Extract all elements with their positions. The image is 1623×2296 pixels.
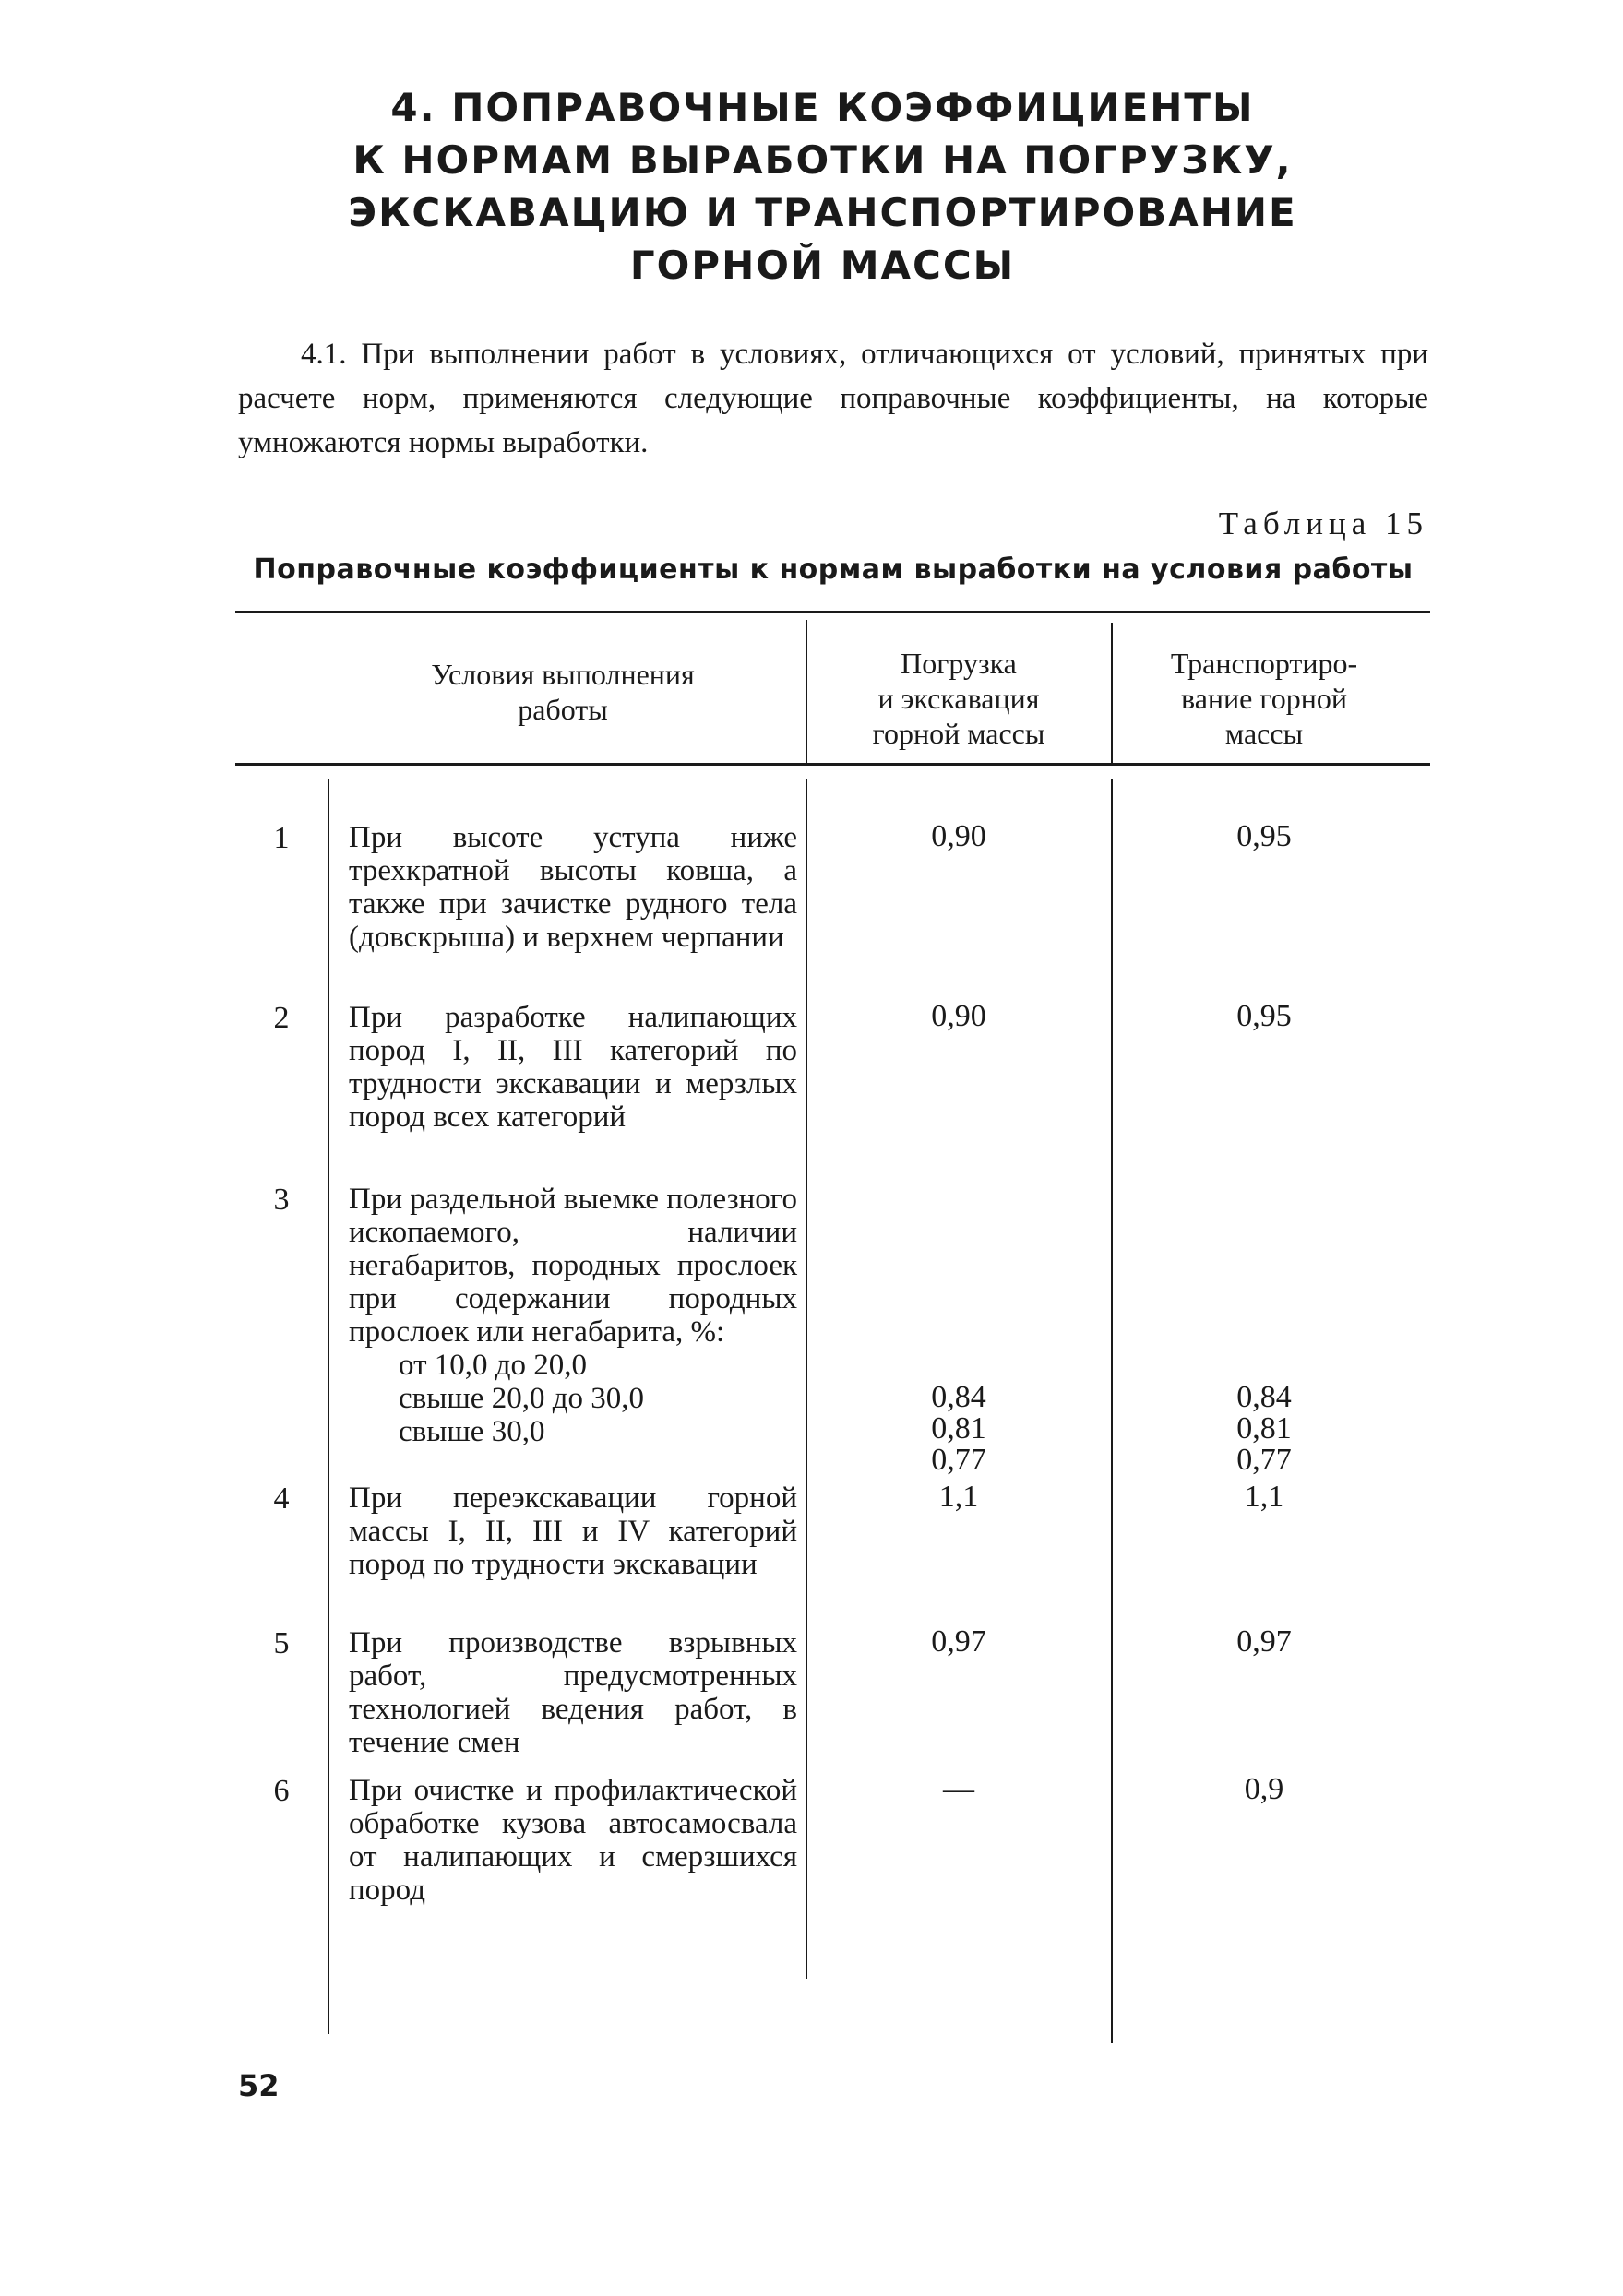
header-divider-2 xyxy=(1111,623,1113,764)
transport-coefficients xyxy=(1177,1382,1351,1476)
sub-condition: свыше 20,0 до 30,0 xyxy=(399,1382,644,1415)
page-number: 52 xyxy=(238,2068,280,2103)
header-divider-1 xyxy=(806,620,807,764)
body-divider-2 xyxy=(1111,779,1113,2043)
transport-coefficient: 0,95 xyxy=(1236,819,1292,853)
row-number: 4 xyxy=(273,1481,290,1516)
row-condition: При высоте уступа ниже трехкратной высоты ковша, а также при зачистке рудного тела (довскрыша) и верхнем черпании xyxy=(349,821,797,954)
section-heading xyxy=(0,81,1623,291)
transport-coefficient: 1,1 xyxy=(1244,1480,1284,1514)
sub-condition: от 10,0 до 20,0 xyxy=(399,1349,588,1382)
transport-coefficient: 0,95 xyxy=(1236,999,1292,1033)
loading-coefficient: 0,90 xyxy=(931,819,986,853)
sub-condition: свыше 30,0 xyxy=(399,1415,545,1448)
body-divider-1 xyxy=(806,779,807,1979)
row-condition xyxy=(349,1183,797,1448)
row-condition: При разработке налипающих пород I, II, III категорий по трудности экскавации и мерзлых пород всех категорий xyxy=(349,1001,797,1134)
loading-coefficient: 0,81 xyxy=(931,1411,986,1445)
row-number: 6 xyxy=(273,1774,290,1808)
table-title: Поправочные коэффициенты к нормам выработки на условия работы xyxy=(253,553,1414,586)
heading-line: ГОРНОЙ МАССЫ xyxy=(629,243,1016,288)
column-header-loading: Погрузка и экскавация горной массы xyxy=(872,647,1045,750)
transport-coefficient: 0,77 xyxy=(1236,1443,1292,1477)
intro-paragraph xyxy=(238,332,1428,465)
header-bottom-rule xyxy=(235,763,1430,766)
number-column-divider xyxy=(328,779,329,2034)
column-header-transport: Транспортиро- вание горной массы xyxy=(1170,647,1358,750)
table-top-rule xyxy=(235,611,1430,613)
row-condition: При производстве взрывных работ, предусмотренных технологией ведения работ, в течение смен xyxy=(349,1626,797,1759)
row-number: 1 xyxy=(273,821,290,855)
loading-coefficient: 0,97 xyxy=(931,1624,986,1659)
transport-coefficient: 0,81 xyxy=(1236,1411,1292,1445)
row-number: 2 xyxy=(273,1001,290,1035)
column-header-conditions: Условия выполнения работы xyxy=(431,658,695,726)
loading-coefficient: — xyxy=(943,1772,974,1806)
row-condition-text: При раздельной выемке полезного ископаемого, наличии негабаритов, породных прослоек при содержании породных прослоек или негабарита, %: xyxy=(349,1183,797,1349)
loading-coefficient: 1,1 xyxy=(938,1480,979,1514)
transport-coefficient: 0,97 xyxy=(1236,1624,1292,1659)
loading-coefficient: 0,90 xyxy=(931,999,986,1033)
row-number: 3 xyxy=(273,1183,290,1217)
row-condition: При очистке и профилактической обработке кузова автосамосвала от налипающих и смерзшихся пород xyxy=(349,1774,797,1907)
table-label: Таблица 15 xyxy=(1218,506,1428,541)
loading-coefficients xyxy=(875,1382,1043,1476)
intro-text: 4.1. При выполнении работ в условиях, отличающихся от условий, принятых при расчете норм, применяются следующие поправочные коэффициенты, на которые умножаются нормы выработки. xyxy=(238,338,1428,459)
transport-coefficient: 0,84 xyxy=(1236,1380,1292,1414)
heading-line: К НОРМАМ ВЫРАБОТКИ НА ПОГРУЗКУ, xyxy=(352,137,1293,183)
row-number: 5 xyxy=(273,1626,290,1660)
row-condition: При переэкскавации горной массы I, II, III и IV категорий пород по трудности экскавации xyxy=(349,1481,797,1581)
loading-coefficient: 0,77 xyxy=(931,1443,986,1477)
transport-coefficient: 0,9 xyxy=(1244,1772,1284,1806)
heading-line: ЭКСКАВАЦИЮ И ТРАНСПОРТИРОВАНИЕ xyxy=(348,190,1297,235)
loading-coefficient: 0,84 xyxy=(931,1380,986,1414)
heading-line: 4. ПОПРАВОЧНЫЕ КОЭФФИЦИЕНТЫ xyxy=(390,85,1255,130)
